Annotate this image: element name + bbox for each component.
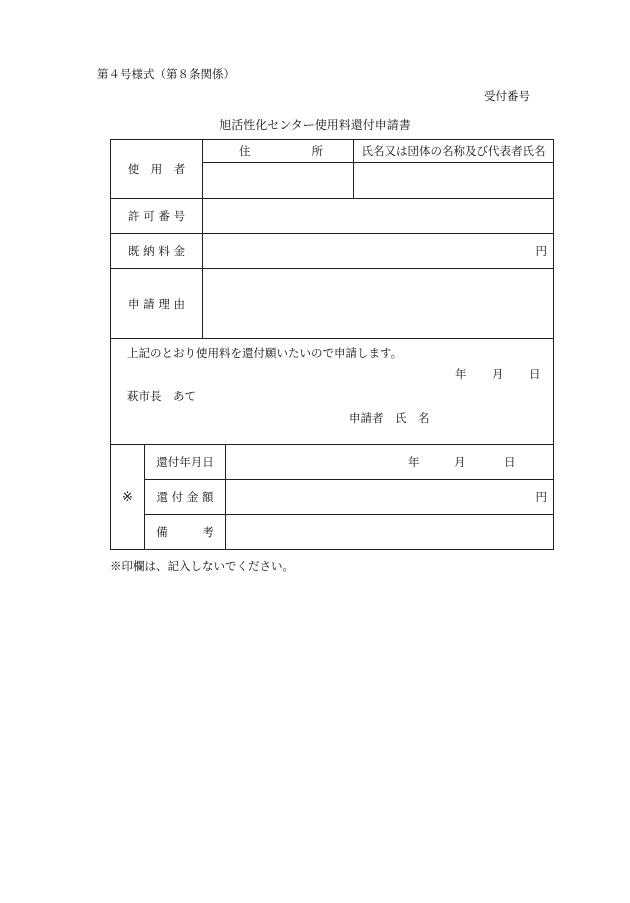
name-input[interactable] [354,163,554,199]
refund-amount-label: 還 付 金 額 [145,480,226,515]
refund-date-input[interactable] [226,445,554,480]
application-form-table [110,139,554,550]
declaration-month: 月 [492,367,504,381]
address-header-right: 所 [311,144,323,158]
addressee: 萩市長 あて [127,389,196,403]
applicant-name-label: 申請者 氏 名 [349,411,430,425]
reason-label: 申 請 理 由 [111,269,203,339]
document-title: 旭活性化センター使用料還付申請書 [219,118,411,132]
paid-fee-input[interactable] [203,234,554,269]
declaration-text: 上記のとおり使用料を還付願いたいので申請します。 [127,346,403,360]
permit-number-label: 許 可 番 号 [111,199,203,234]
refund-date-label: 還付年月日 [145,445,226,480]
address-header [203,140,354,163]
form-number: 第４号様式（第８条関係） [97,67,235,81]
refund-year: 年 [408,455,420,469]
address-header-left: 住 [239,144,251,158]
footnote: ※印欄は、記入しないでください。 [110,559,294,573]
declaration-year: 年 [455,367,467,381]
declaration-day: 日 [529,367,541,381]
name-header: 氏名又は団体の名称及び代表者氏名 [354,140,554,163]
paid-fee-unit: 円 [535,244,547,258]
address-input[interactable] [203,163,354,199]
refund-amount-unit: 円 [535,490,547,504]
refund-day: 日 [504,455,516,469]
refund-amount-input[interactable] [226,480,554,515]
declaration-date [455,366,541,382]
user-label: 使 用 者 [111,140,203,199]
paid-fee-label: 既 納 料 金 [111,234,203,269]
refund-month: 月 [454,455,466,469]
permit-number-input[interactable] [203,199,554,234]
office-use-mark: ※ [111,445,145,550]
declaration-block [111,339,554,445]
reception-number-label: 受付番号 [484,89,530,103]
remarks-input[interactable] [226,515,554,550]
remarks-label: 備 考 [145,515,226,550]
reason-input[interactable] [203,269,554,339]
